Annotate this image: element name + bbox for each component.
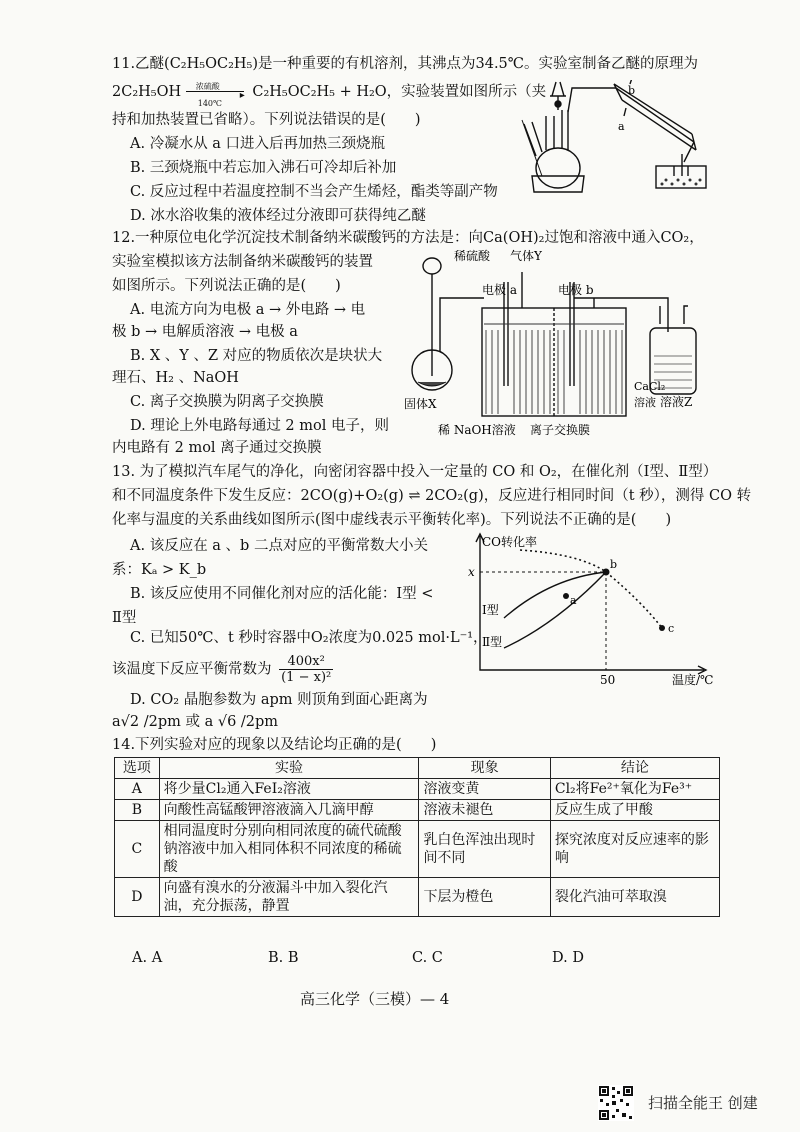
q14-row-a-conclusion: Cl₂将Fe²⁺氧化为Fe³⁺ bbox=[550, 779, 719, 800]
q12-apparatus-figure bbox=[398, 246, 720, 442]
q13-chart-point-c bbox=[659, 625, 665, 631]
q14-row-d-phenomenon: 下层为橙色 bbox=[419, 878, 550, 917]
q14-header-option: 选项 bbox=[115, 758, 160, 779]
q12-option-c: C. 离子交换膜为阴离子交换膜 bbox=[130, 394, 324, 410]
q12-label-acid: 稀硫酸 bbox=[454, 249, 491, 263]
q14-row-b-phenomenon: 溶液未褪色 bbox=[419, 800, 550, 821]
qr-code-icon bbox=[598, 1085, 634, 1121]
q12-option-b-2: 理石、H₂ 、NaOH bbox=[112, 370, 239, 386]
q13-chart-guide-lines bbox=[480, 572, 606, 670]
q14-answer-d: D. D bbox=[552, 950, 584, 966]
q11-apparatus-figure bbox=[506, 80, 722, 200]
q13-line2: 和不同温度条件下发生反应：2CO(g)+O₂(g) ⇌ 2CO₂(g)，反应进行相同时间（t 秒），测得 CO 转 bbox=[112, 488, 752, 504]
q13-option-d-1: D. CO₂ 晶胞参数为 apm 则顶角到面心距离为 bbox=[130, 692, 428, 708]
q12-line2: 实验室模拟该方法制备纳米碳酸钙的装置 bbox=[112, 254, 373, 270]
q12-option-d-2: 内电路有 2 mol 离子通过交换膜 bbox=[112, 440, 322, 456]
q12-label-electrode-b: 电极 b bbox=[558, 283, 594, 297]
q13-option-a-2: 系：Kₐ > K_b bbox=[112, 562, 207, 578]
q12-option-b-1: B. X 、Y 、Z 对应的物质依次是块状大 bbox=[130, 348, 383, 364]
q13-fraction-denominator: (1 − x)² bbox=[281, 670, 332, 685]
q14-row-b-experiment: 向酸性高锰酸钾溶液滴入几滴甲醇 bbox=[159, 800, 419, 821]
q13-line1: 13. 为了模拟汽车尾气的净化，向密闭容器中投入一定量的 CO 和 O₂，在催化剂（Ⅰ型、Ⅱ型） bbox=[112, 464, 718, 480]
q13-option-d-2: a√2 /2pm 或 a √6 /2pm bbox=[112, 714, 279, 730]
q13-fraction-numerator: 400x² bbox=[279, 654, 333, 670]
q12-line3: 如图所示。下列说法正确的是( ) bbox=[112, 278, 341, 294]
q12-option-d-1: D. 理论上外电路每通过 2 mol 电子，则 bbox=[130, 418, 389, 434]
q12-line1: 12.一种原位电化学沉淀技术制备纳米碳酸钙的方法是：向Ca(OH)₂过饱和溶液中通入CO₂， bbox=[112, 230, 704, 246]
q13-chart-equilibrium-curve bbox=[520, 550, 662, 628]
q13-option-b-2: Ⅱ型 bbox=[112, 610, 137, 626]
q14-table bbox=[114, 757, 720, 917]
q12-label-cacl2: CaCl₂ bbox=[634, 380, 666, 393]
q13-chart-label-a: a bbox=[570, 594, 577, 607]
q12-label-solution-z: 溶液Z bbox=[660, 395, 693, 409]
q14-table-header bbox=[115, 758, 720, 779]
q11-line1: 11.乙醚(C₂H₅OC₂H₅)是一种重要的有机溶剂，其沸点为34.5℃。实验室制备乙醚的原理为 bbox=[112, 56, 698, 72]
q13-option-c-2 bbox=[112, 654, 333, 685]
q12-label-electrode-a: 电极 a bbox=[482, 283, 517, 297]
q14-answer-b: B. B bbox=[268, 950, 299, 966]
q11-fig-label-b: b bbox=[628, 84, 636, 97]
q14-answer-c: C. C bbox=[412, 950, 443, 966]
q12-label-gas-y: 气体Y bbox=[510, 249, 542, 263]
q14-row-c-phenomenon: 乳白色浑浊出现时间不同 bbox=[419, 821, 550, 878]
q13-line3: 化率与温度的关系曲线如图所示(图中虚线表示平衡转化率)。下列说法不正确的是( ) bbox=[112, 512, 672, 528]
q13-chart-label-c: c bbox=[668, 622, 675, 635]
q14-header-conclusion: 结论 bbox=[550, 758, 719, 779]
q14-header-experiment: 实验 bbox=[159, 758, 419, 779]
q13-chart bbox=[460, 528, 722, 688]
q12-label-cacl2-solution: 溶液 bbox=[634, 396, 656, 409]
q12-label-membrane: 离子交换膜 bbox=[530, 423, 591, 437]
q13-chart-point-b bbox=[603, 569, 610, 576]
q13-chart-point-a bbox=[563, 593, 569, 599]
q12-label-naoh: 稀 NaOH溶液 bbox=[438, 423, 516, 437]
q13-chart-series-label-1: Ⅰ型 bbox=[482, 603, 499, 617]
q14-row-d-conclusion: 裂化汽油可萃取溴 bbox=[550, 878, 719, 917]
q11-option-d: D. 冰水浴收集的液体经过分液即可获得纯乙醚 bbox=[130, 208, 426, 224]
q13-chart-series-label-2: Ⅱ型 bbox=[482, 635, 503, 649]
q11-fig-label-a: a bbox=[618, 120, 625, 133]
q14-row-b-conclusion: 反应生成了甲酸 bbox=[550, 800, 719, 821]
q13-chart-ytick: x bbox=[468, 565, 475, 579]
q14-header-phenomenon: 现象 bbox=[419, 758, 550, 779]
q14-row-a-option: A bbox=[115, 779, 160, 800]
q14-answer-a: A. A bbox=[132, 950, 163, 966]
q13-option-c-1: C. 已知50℃、t 秒时容器中O₂浓度为0.025 mol·L⁻¹， bbox=[130, 630, 488, 646]
q12-label-solid-x: 固体X bbox=[404, 397, 437, 411]
q13-chart-xtick: 50 bbox=[600, 673, 616, 687]
q12-option-a-1: A. 电流方向为电极 a → 外电路 → 电 bbox=[130, 302, 366, 318]
q13-chart-xlabel: 温度/℃ bbox=[672, 673, 714, 687]
q13-chart-series-type1 bbox=[504, 572, 606, 618]
q14-row-a-experiment: 将少量Cl₂通入FeI₂溶液 bbox=[159, 779, 419, 800]
q13-option-c-2-text: 该温度下反应平衡常数为 bbox=[112, 661, 272, 678]
q13-chart-axes bbox=[480, 536, 704, 670]
table-row bbox=[115, 821, 720, 878]
q14-title: 14.下列实验对应的现象以及结论均正确的是( ) bbox=[112, 737, 437, 753]
q13-option-b-1: B. 该反应使用不同催化剂对应的活化能：Ⅰ型 < bbox=[130, 586, 434, 602]
q14-row-a-phenomenon: 溶液变黄 bbox=[419, 779, 550, 800]
q11-eq-cond-bottom: 140℃ bbox=[197, 99, 222, 108]
table-row bbox=[115, 878, 720, 917]
q11-option-a: A. 冷凝水从 a 口进入后再加热三颈烧瓶 bbox=[130, 136, 386, 152]
q14-row-b-option: B bbox=[115, 800, 160, 821]
q14-row-c-conclusion: 探究浓度对反应速率的影响 bbox=[550, 821, 719, 878]
q11-equation bbox=[112, 82, 547, 108]
q13-chart-label-b: b bbox=[610, 558, 618, 571]
q13-constant-fraction bbox=[279, 654, 333, 685]
q11-option-c: C. 反应过程中若温度控制不当会产生烯烃，酯类等副产物 bbox=[130, 184, 498, 200]
q11-eq-cond-top: 浓硫酸 bbox=[195, 82, 220, 91]
q13-chart-ylabel: CO转化率 bbox=[482, 535, 538, 549]
table-row bbox=[115, 779, 720, 800]
table-row bbox=[115, 800, 720, 821]
q13-option-a-1: A. 该反应在 a 、b 二点对应的平衡常数大小关 bbox=[130, 538, 428, 554]
q14-row-c-experiment: 相同温度时分别向相同浓度的硫代硫酸钠溶液中加入相同体积不同浓度的稀硫酸 bbox=[159, 821, 419, 878]
q12-option-a-2: 极 b → 电解质溶液 → 电极 a bbox=[112, 324, 298, 340]
q11-eq-left: 2C₂H₅OH bbox=[112, 84, 182, 100]
page-footer: 高三化学（三模）— 4 bbox=[300, 990, 450, 1008]
q13-chart-series-type2 bbox=[504, 572, 606, 648]
q14-row-c-option: C bbox=[115, 821, 160, 878]
q14-row-d-experiment: 向盛有溴水的分液漏斗中加入裂化汽油，充分振荡，静置 bbox=[159, 878, 419, 917]
q11-eq-right: C₂H₅OC₂H₅ + H₂O，实验装置如图所示（夹 bbox=[252, 84, 547, 100]
q11-option-b: B. 三颈烧瓶中若忘加入沸石可冷却后补加 bbox=[130, 160, 397, 176]
scanner-watermark: 扫描全能王 创建 bbox=[648, 1094, 758, 1112]
q11-line3: 持和加热装置已省略）。下列说法错误的是( ) bbox=[112, 112, 421, 128]
q14-row-d-option: D bbox=[115, 878, 160, 917]
q11-eq-arrow: 浓硫酸 ▸ 140℃ bbox=[186, 82, 248, 102]
